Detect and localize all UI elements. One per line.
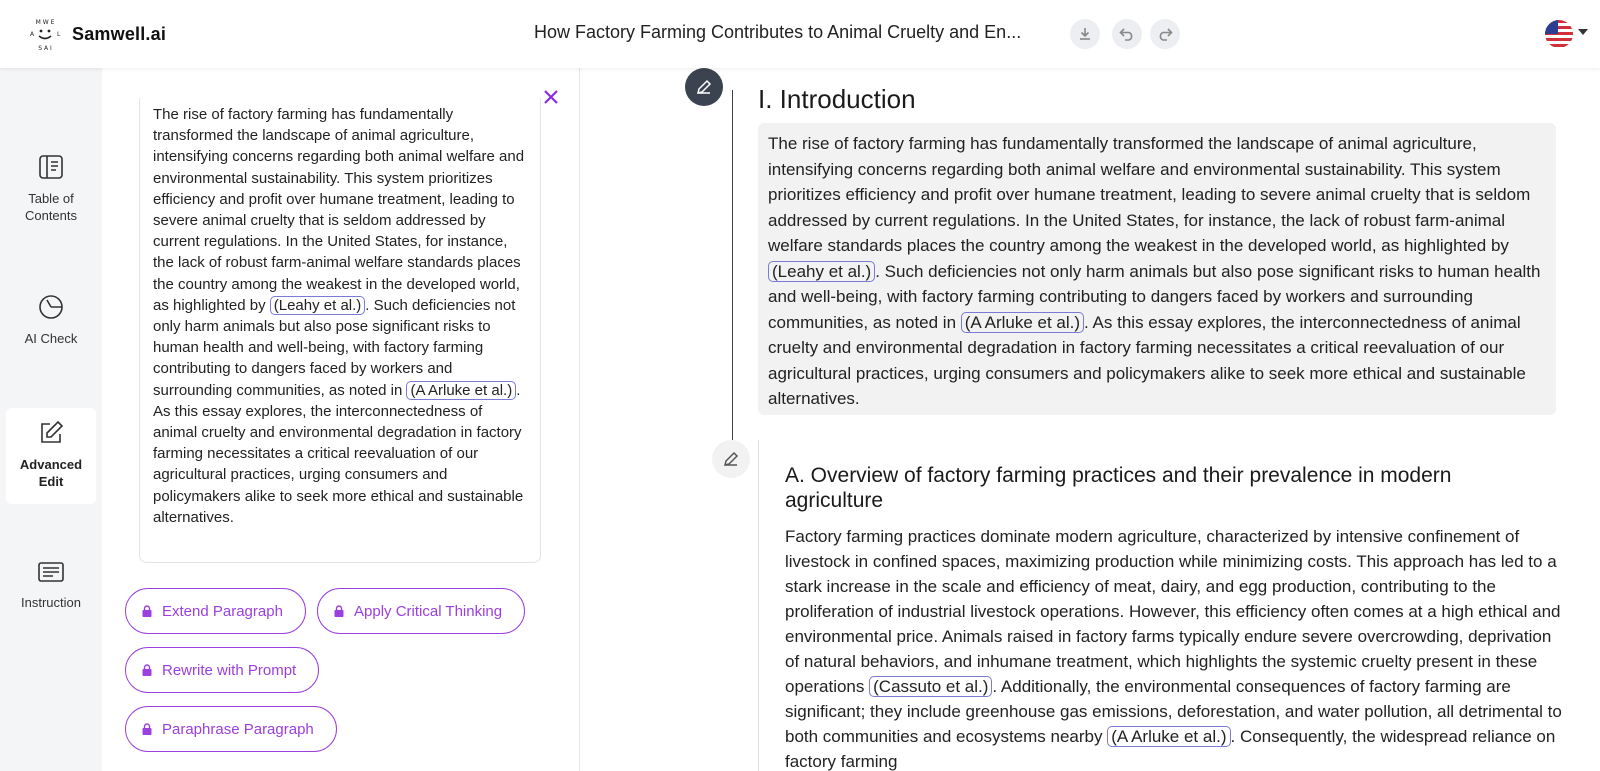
paragraph-text: . As this essay explores, the interconnectedness of animal cruelty and environmental degradation in factory farming necessitates a critical reevaluation of our agricultural practices, urging consumers and policymakers alike to seek more ethical and sustainable alternatives.	[768, 312, 1526, 408]
rail-item-table-of-contents[interactable]	[6, 154, 96, 224]
document-title[interactable]: How Factory Farming Contributes to Animal Cruelty and En...	[534, 22, 1022, 42]
introduction-paragraph[interactable]	[758, 123, 1556, 415]
lock-icon	[142, 664, 152, 676]
svg-text:A: A	[30, 31, 35, 38]
lock-icon	[334, 605, 344, 617]
selected-paragraph-editor[interactable]	[139, 98, 541, 563]
redo-icon	[1157, 27, 1173, 41]
paragraph-text: Factory farming practices dominate modern agriculture, characterized by intensive confinement of livestock in confined spaces, maximizing production while minimizing costs. This approach has led to a stark increase in the scale and efficiency of meat, dairy, and egg production, contributing to the proliferation of industrial livestock operations. However, this efficiency often comes at a high ethical and environmental price. Animals raised in factory farms typically endure severe overcrowding, deprivation of natural behaviors, and inhumane treatment, which highlights the systemic cruelty present in these operations	[785, 527, 1561, 696]
button-label: Apply Critical Thinking	[354, 602, 503, 620]
citation[interactable]: (Cassuto et al.)	[869, 676, 992, 697]
paragraph-text: . As this essay explores, the interconnectedness of animal cruelty and environmental degradation in factory farming necessitates a critical reevaluation of our agricultural practices, urging consumers and policymakers alike to seek more ethical and sustainable alternatives.	[153, 381, 524, 526]
advanced-edit-panel	[102, 68, 580, 771]
svg-text:M W E: M W E	[35, 19, 55, 26]
pencil-icon	[723, 451, 739, 467]
rail-item-label: Instruction	[21, 595, 81, 610]
citation[interactable]: (A Arluke et al.)	[406, 381, 516, 400]
edit-subsection-button[interactable]	[712, 440, 750, 478]
download-icon	[1078, 27, 1092, 41]
subsection-divider	[758, 440, 759, 771]
download-button[interactable]	[1070, 19, 1100, 49]
left-navigation-rail	[0, 68, 102, 771]
samwell-logo-icon	[26, 16, 64, 52]
book-icon	[38, 154, 64, 180]
chevron-down-icon[interactable]	[1578, 29, 1588, 35]
extend-paragraph-button[interactable]	[125, 588, 306, 634]
paraphrase-paragraph-button[interactable]	[125, 706, 337, 752]
button-label: Rewrite with Prompt	[162, 661, 297, 679]
paragraph-text: The rise of factory farming has fundamentally transformed the landscape of animal agriculture, intensifying concerns regarding both animal welfare and environmental sustainability. This system prioritizes efficiency and profit over humane treatment, leading to severe animal cruelty that is seldom addressed by current regulations. In the United States, for instance, the lack of robust farm-animal welfare standards places the country among the weakest in the developed world, as highlighted by	[768, 134, 1531, 255]
instruction-card-icon	[37, 560, 65, 584]
svg-text:S A I: S A I	[38, 45, 52, 52]
document-view	[580, 68, 1600, 771]
rail-item-ai-check[interactable]	[6, 294, 96, 347]
lock-icon	[142, 723, 152, 735]
svg-text:L: L	[57, 31, 61, 38]
app-header	[0, 0, 1600, 68]
gauge-icon	[38, 294, 64, 320]
edit-section-button[interactable]	[685, 68, 723, 106]
rewrite-with-prompt-button[interactable]	[125, 647, 319, 693]
rail-item-advanced-edit[interactable]	[6, 408, 96, 504]
button-label: Extend Paragraph	[162, 602, 283, 620]
section-heading: I. Introduction	[758, 84, 916, 114]
close-icon[interactable]	[542, 88, 560, 106]
edit-square-icon	[38, 420, 64, 446]
button-label: Paraphrase Paragraph	[162, 720, 314, 738]
rail-item-label: Advanced Edit	[19, 457, 83, 489]
section-divider	[732, 90, 733, 440]
brand-logo[interactable]	[26, 16, 166, 52]
brand-name: Samwell.ai	[72, 23, 167, 44]
lock-icon	[142, 605, 152, 617]
us-flag-icon	[1545, 20, 1573, 48]
citation[interactable]: (A Arluke et al.)	[961, 312, 1084, 333]
paragraph-text: The rise of factory farming has fundamentally transformed the landscape of animal agriculture, intensifying concerns regarding both animal welfare and environmental sustainability. This system prioritizes efficiency and profit over humane treatment, leading to severe animal cruelty that is seldom addressed by current regulations. In the United States, for instance, the lack of robust farm-animal welfare standards places the country among the weakest in the developed world, as highlighted by	[153, 106, 525, 314]
subsection-paragraph[interactable]	[785, 524, 1565, 771]
undo-button[interactable]	[1112, 19, 1142, 49]
citation[interactable]: (A Arluke et al.)	[1107, 726, 1230, 747]
rail-item-label: AI Check	[24, 331, 78, 346]
language-selector[interactable]	[1545, 20, 1573, 48]
paragraph-text: . Consequently, the widespread reliance on factory farming	[785, 727, 1556, 771]
paragraph-text: . Additionally, the environmental consequences of factory farming are significant; they include greenhouse gas emissions, deforestation, and water pollution, all detrimental to both communities and ecosystems nearby	[785, 677, 1562, 746]
apply-critical-thinking-button[interactable]	[317, 588, 525, 634]
paragraph-text: . Such deficiencies not only harm animals but also pose significant risks to human health and well-being, with factory farming contributing to dangers faced by workers and surrounding communities, as noted in	[153, 296, 516, 399]
citation[interactable]: (Leahy et al.)	[270, 296, 366, 315]
citation[interactable]: (Leahy et al.)	[768, 261, 875, 282]
redo-button[interactable]	[1150, 19, 1180, 49]
paragraph-text: . Such deficiencies not only harm animals but also pose significant risks to human health and well-being, with factory farming contributing to dangers faced by workers and surrounding communities, as noted in	[768, 261, 1541, 332]
subsection-heading: A. Overview of factory farming practices and their prevalence in modern agriculture	[785, 464, 1452, 512]
pencil-icon	[696, 79, 712, 95]
rail-item-instruction[interactable]	[6, 560, 96, 611]
undo-icon	[1119, 27, 1135, 41]
rail-item-label: Table of Contents	[24, 191, 78, 223]
